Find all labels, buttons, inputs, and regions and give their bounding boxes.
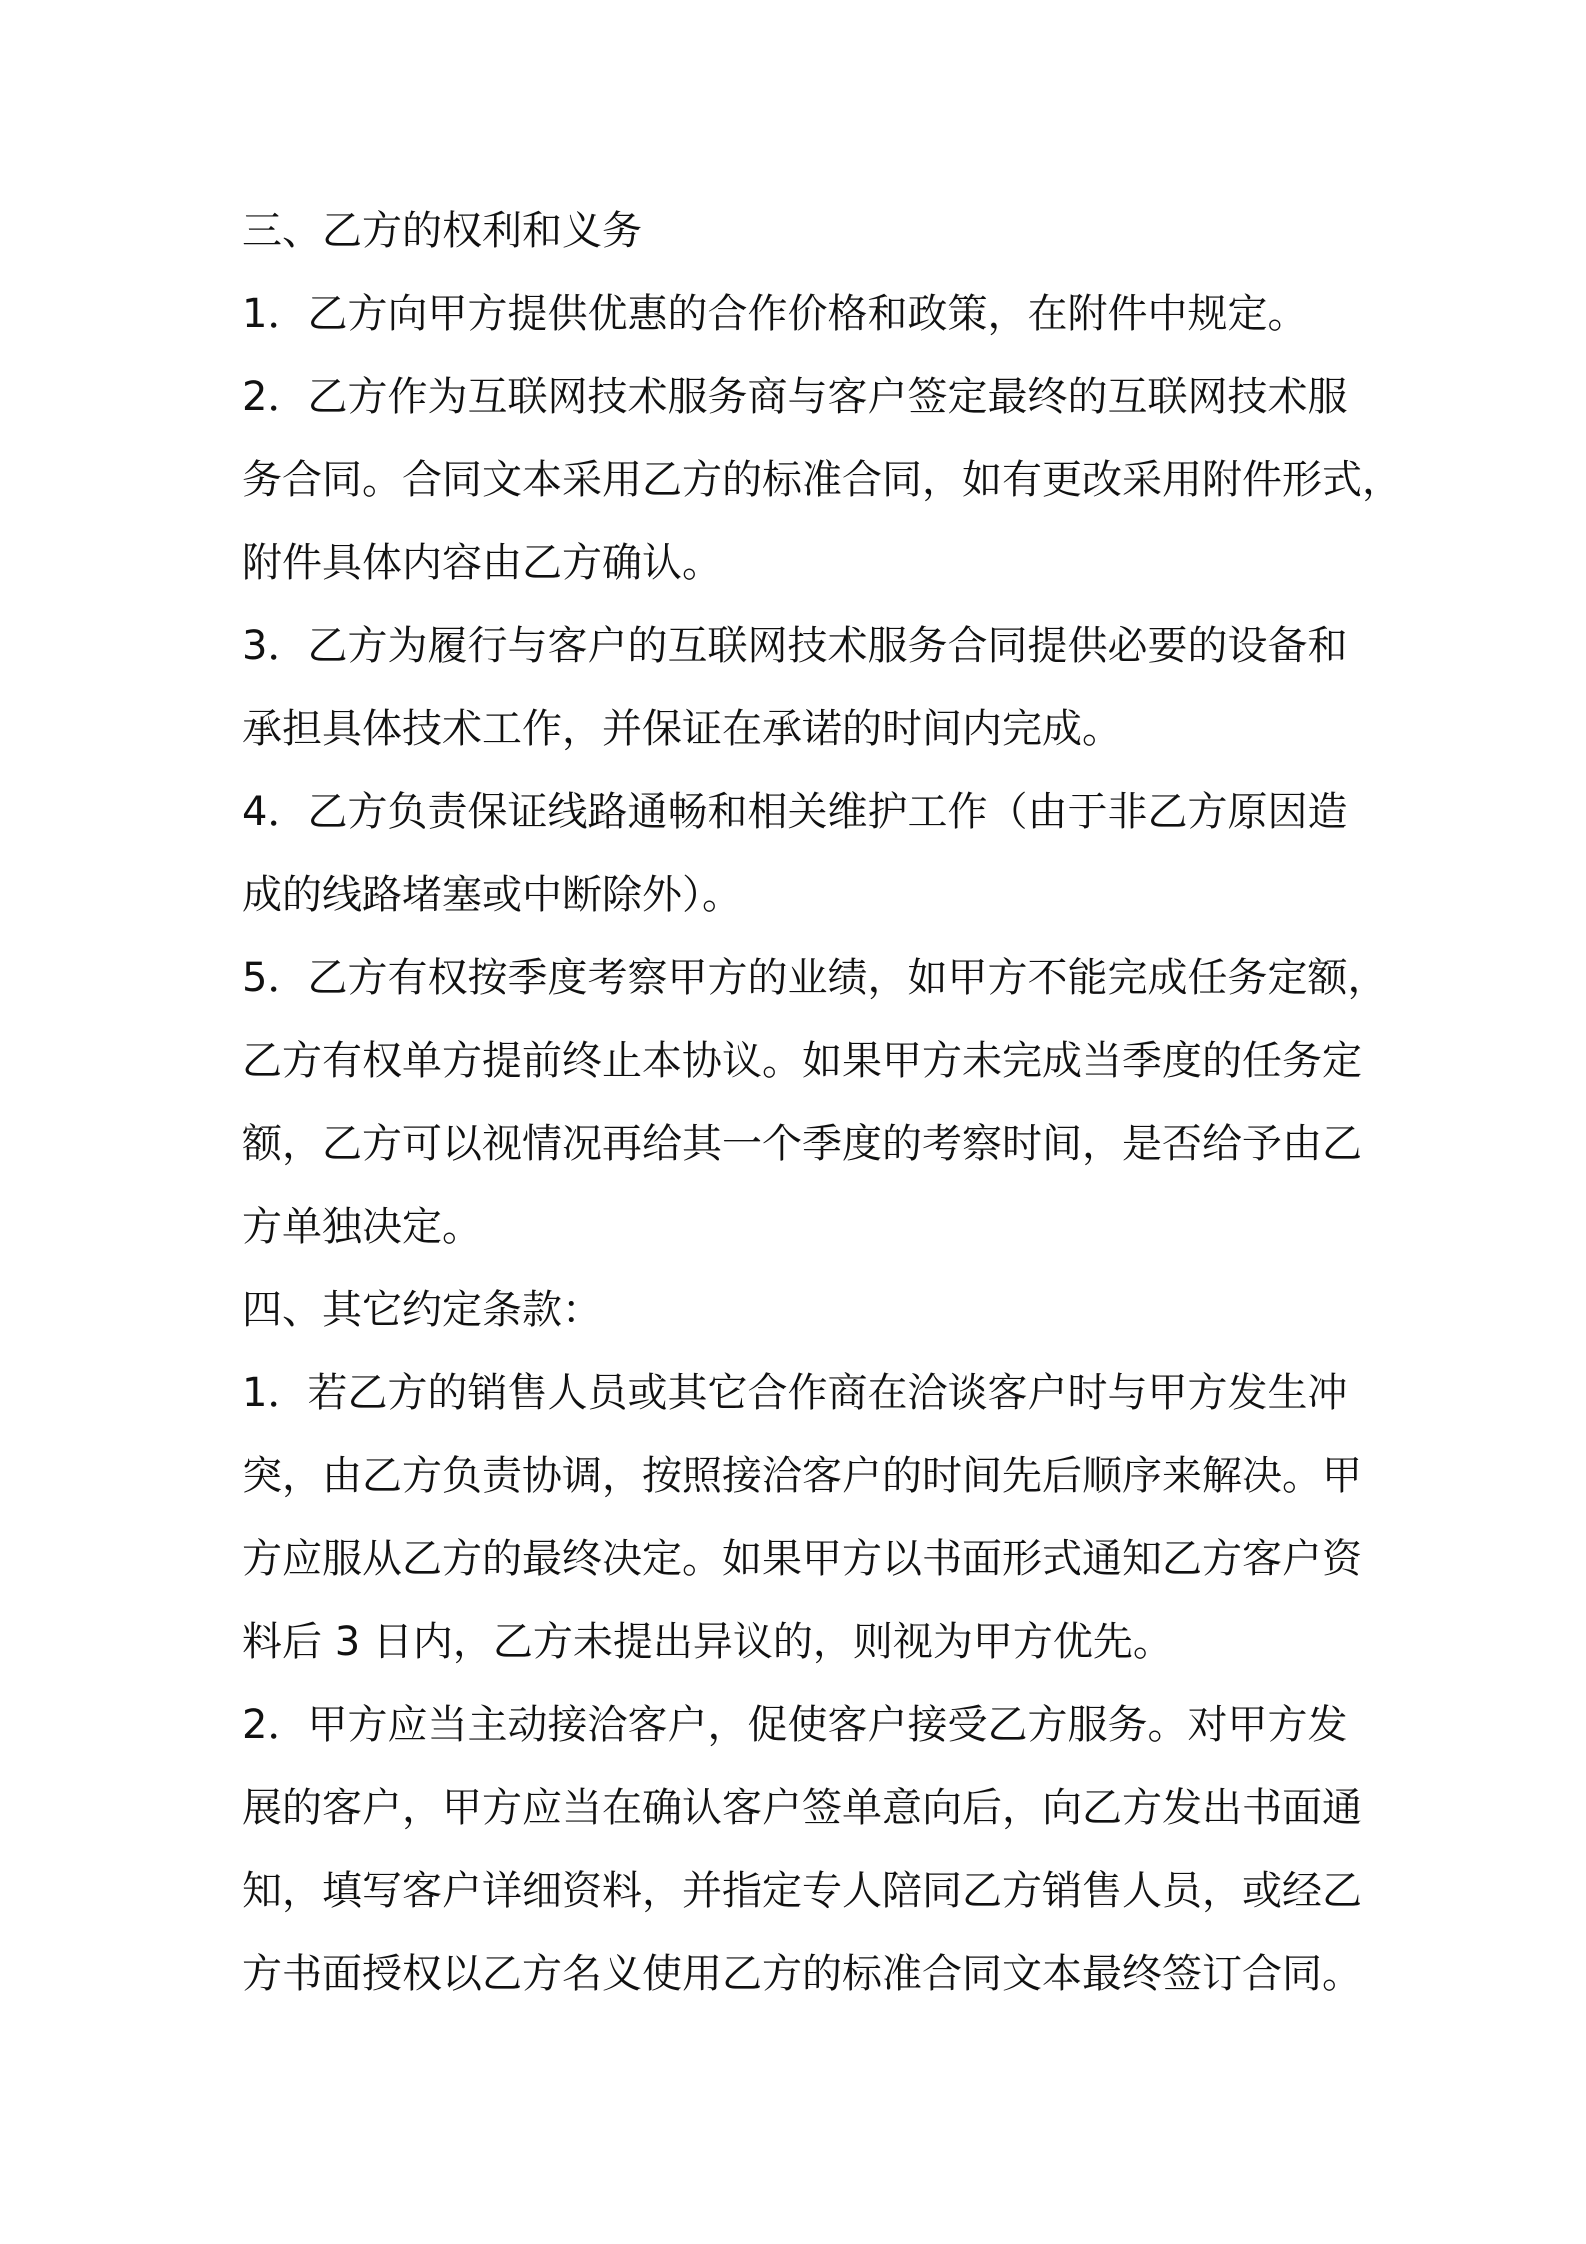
section-four-item-1-line-4: 料后 3 日内，乙方未提出异议的，则视为甲方优先。 <box>242 1619 1173 1665</box>
section-four-heading-text: 四、其它约定条款： <box>242 1287 602 1333</box>
section-four-item-2-line-2: 展的客户，甲方应当在确认客户签单意向后，向乙方发出书面通 <box>242 1785 1362 1831</box>
section-three-item-2-line-3: 附件具体内容由乙方确认。 <box>242 540 722 586</box>
section-three-item-2-line-2: 务合同。合同文本采用乙方的标准合同，如有更改采用附件形式， <box>242 457 1402 503</box>
section-three-item-4-line-1: 4．乙方负责保证线路通畅和相关维护工作（由于非乙方原因造 <box>242 789 1348 835</box>
section-three-heading <box>242 190 1362 273</box>
section-three-item-5-line-4: 方单独决定。 <box>242 1204 482 1250</box>
section-four-item-1 <box>242 1352 1362 1684</box>
section-four-item-2-line-1: 2．甲方应当主动接洽客户，促使客户接受乙方服务。对甲方发 <box>242 1702 1348 1748</box>
section-three-item-5 <box>242 937 1388 1269</box>
document-content <box>242 190 1402 2016</box>
section-four-item-2-line-3: 知，填写客户详细资料，并指定专人陪同乙方销售人员，或经乙 <box>242 1868 1362 1914</box>
section-three-item-4-line-2: 成的线路堵塞或中断除外）。 <box>242 872 742 918</box>
section-three-item-2 <box>242 356 1402 605</box>
section-four-item-2-line-4: 方书面授权以乙方名义使用乙方的标准合同文本最终签订合同。 <box>242 1951 1362 1997</box>
section-three-item-5-line-1: 5．乙方有权按季度考察甲方的业绩，如甲方不能完成任务定额， <box>242 955 1388 1001</box>
section-four-item-1-line-3: 方应服从乙方的最终决定。如果甲方以书面形式通知乙方客户资 <box>242 1536 1362 1582</box>
section-three-item-1 <box>242 273 1362 356</box>
section-three-item-3 <box>242 605 1362 771</box>
section-three-item-5-line-2: 乙方有权单方提前终止本协议。如果甲方未完成当季度的任务定 <box>242 1038 1362 1084</box>
section-three-item-2-line-1: 2．乙方作为互联网技术服务商与客户签定最终的互联网技术服 <box>242 374 1348 420</box>
section-three-heading-text: 三、乙方的权利和义务 <box>242 208 642 254</box>
section-four-item-2 <box>242 1684 1362 2016</box>
section-four-item-1-line-1: 1．若乙方的销售人员或其它合作商在洽谈客户时与甲方发生冲 <box>242 1370 1348 1416</box>
section-four-heading <box>242 1269 1362 1352</box>
section-three-item-1-line-1: 1．乙方向甲方提供优惠的合作价格和政策，在附件中规定。 <box>242 291 1308 337</box>
section-three-item-5-line-3: 额，乙方可以视情况再给其一个季度的考察时间，是否给予由乙 <box>242 1121 1362 1167</box>
section-four-item-1-line-2: 突，由乙方负责协调，按照接洽客户的时间先后顺序来解决。甲 <box>242 1453 1362 1499</box>
section-three-item-3-line-2: 承担具体技术工作，并保证在承诺的时间内完成。 <box>242 706 1122 752</box>
section-three-item-3-line-1: 3．乙方为履行与客户的互联网技术服务合同提供必要的设备和 <box>242 623 1348 669</box>
section-three-item-4 <box>242 771 1362 937</box>
